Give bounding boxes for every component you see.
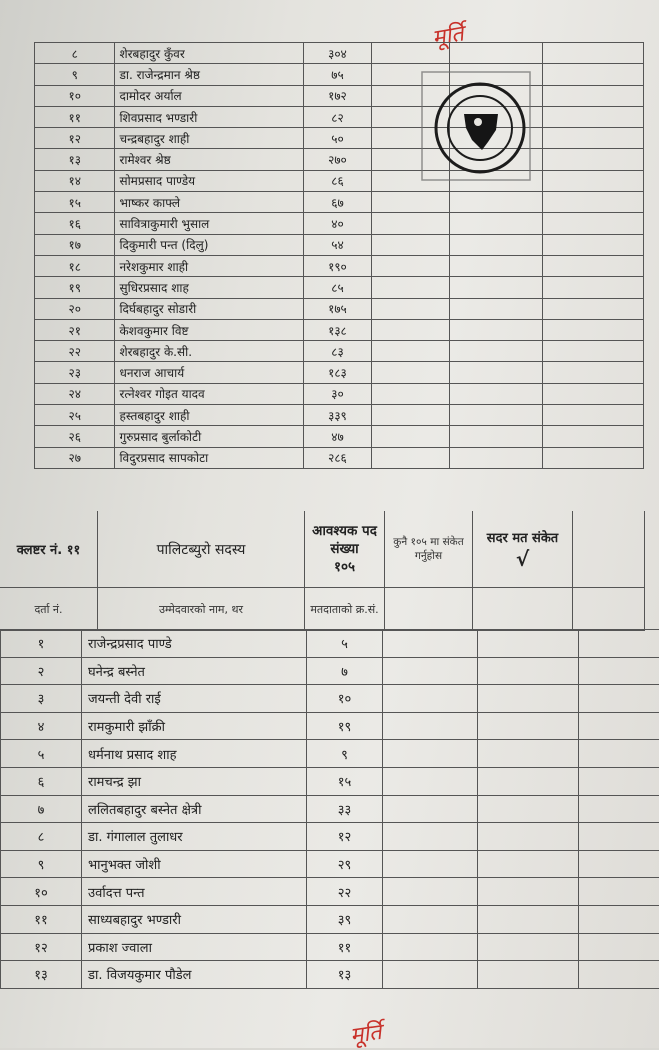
serial-number: ११ [35,106,115,127]
blank-box [543,106,644,127]
vote-count: २२ [307,878,383,906]
mark-box[interactable] [372,319,450,340]
serial-number: १२ [35,128,115,149]
candidate-row [1,933,659,961]
serial-number: ३ [1,685,82,713]
candidate-name: चन्द्रबहादुर शाही [115,128,303,149]
candidate-row [1,685,659,713]
vote-count: ३३ [307,795,383,823]
central-mark-box[interactable] [450,341,543,362]
mark-box[interactable] [383,712,478,740]
mark-instruction: कुनै १०५ मा संकेत गर्नुहोस [385,511,473,587]
central-mark-box[interactable] [478,630,579,658]
candidate-row [1,795,659,823]
vote-count: १९ [307,712,383,740]
central-mark-box[interactable] [450,319,543,340]
candidate-row [35,170,644,191]
candidate-row [35,149,644,170]
serial-number: १२ [1,933,82,961]
mark-box[interactable] [383,657,478,685]
mark-box[interactable] [372,192,450,213]
vote-count: ५ [307,630,383,658]
central-mark-box[interactable] [450,426,543,447]
vote-count: १० [307,685,383,713]
vote-count: ८३ [303,341,371,362]
candidate-row [35,298,644,319]
mark-box[interactable] [372,383,450,404]
candidate-name: सुधिरप्रसाद शाह [115,277,303,298]
serial-number: ६ [1,767,82,795]
serial-number: ९ [1,850,82,878]
candidate-row [35,128,644,149]
required-label: आवश्यक पद संख्या [305,522,384,558]
candidate-row [1,823,659,851]
candidate-row [35,213,644,234]
candidate-row [35,43,644,64]
blank-box [543,277,644,298]
vote-count: १९० [303,255,371,276]
blank-box [543,319,644,340]
mark-box[interactable] [383,878,478,906]
central-mark-box[interactable] [450,192,543,213]
serial-number: २० [35,298,115,319]
blank-box [543,170,644,191]
blank-box [579,850,659,878]
blank-box [543,128,644,149]
blank-box [543,362,644,383]
candidate-row [35,234,644,255]
mark-box[interactable] [383,767,478,795]
candidate-row [35,383,644,404]
vote-count: ५४ [303,234,371,255]
candidate-name: धर्मनाथ प्रसाद शाह [82,740,307,768]
candidate-name: केशवकुमार विष्ट [115,319,303,340]
blank-box [543,341,644,362]
candidate-name: रामकुमारी झाँक्री [82,712,307,740]
candidate-row [1,850,659,878]
serial-number: २३ [35,362,115,383]
required-count: १०५ [334,558,355,576]
candidate-row [35,341,644,362]
serial-number: ९ [35,64,115,85]
central-mark-box[interactable] [450,277,543,298]
candidate-name: दिकुमारी पन्त (दिलु) [115,234,303,255]
candidate-row [1,712,659,740]
candidate-name: शेरबहादुर के.सी. [115,341,303,362]
ballot-table-bottom [0,629,659,989]
serial-number: २५ [35,405,115,426]
blank-box [543,64,644,85]
serial-number: १ [1,630,82,658]
vote-count: १७५ [303,298,371,319]
cluster-header [0,511,645,587]
check-mark-icon: √ [516,549,529,569]
vote-count: ८६ [303,170,371,191]
vote-count: १८३ [303,362,371,383]
candidate-row [35,255,644,276]
serial-number: १९ [35,277,115,298]
blank-sub-2 [473,588,573,630]
blank-header-cell [573,511,645,587]
mark-box[interactable] [383,823,478,851]
mark-box[interactable] [383,740,478,768]
candidate-name: भाष्कर काफ्ले [115,192,303,213]
blank-box [579,657,659,685]
cluster-title: पालिटब्युरो सदस्य [98,511,305,587]
signature-top: मूर्ति [430,18,466,53]
candidate-name: शिवप्रसाद भण्डारी [115,106,303,127]
candidate-row [1,630,659,658]
blank-box [543,213,644,234]
mark-box[interactable] [372,298,450,319]
cluster-label: क्लष्टर नं. ११ [0,511,98,587]
voter-serial-header: मतदाताको क्र.सं. [305,588,385,630]
central-mark-box[interactable] [450,405,543,426]
mark-box[interactable] [383,961,478,989]
candidate-row [1,878,659,906]
central-mark-box[interactable] [478,850,579,878]
serial-number: १० [1,878,82,906]
vote-count: ८२ [303,106,371,127]
candidate-row [1,740,659,768]
candidate-name: डा. राजेन्द्रमान श्रेष्ठ [115,64,303,85]
candidate-name: डा. गंगालाल तुलाधर [82,823,307,851]
candidate-row [1,657,659,685]
vote-count: २८६ [303,447,371,468]
required-posts [305,511,385,587]
central-mark-box[interactable] [450,234,543,255]
serial-number: १८ [35,255,115,276]
serial-number: ७ [1,795,82,823]
candidate-row [35,319,644,340]
serial-number: २४ [35,383,115,404]
candidate-row [35,192,644,213]
central-vote-label: सदर मत संकेत [487,529,558,549]
blank-box [579,712,659,740]
candidate-name: सोमप्रसाद पाण्डेय [115,170,303,191]
vote-count: ३०४ [303,43,371,64]
vote-count: १३८ [303,319,371,340]
blank-box [579,795,659,823]
blank-sub-1 [385,588,473,630]
vote-count: ७ [307,657,383,685]
central-mark-box[interactable] [450,447,543,468]
serial-number: २१ [35,319,115,340]
candidate-name: रामचन्द्र झा [82,767,307,795]
serial-number: १५ [35,192,115,213]
candidate-row [1,961,659,989]
candidate-name: प्रकाश ज्वाला [82,933,307,961]
candidate-name: नरेशकुमार शाही [115,255,303,276]
mark-box[interactable] [372,213,450,234]
blank-box [579,961,659,989]
blank-box [543,447,644,468]
vote-count: ४० [303,213,371,234]
serial-number: १४ [35,170,115,191]
candidate-row [35,64,644,85]
mark-box[interactable] [383,795,478,823]
serial-number: १३ [1,961,82,989]
mark-box[interactable] [383,933,478,961]
serial-number: ११ [1,905,82,933]
vote-count: १७२ [303,85,371,106]
blank-box [579,685,659,713]
serial-number: ४ [1,712,82,740]
reg-no-header: दर्ता नं. [0,588,98,630]
candidate-row [35,426,644,447]
blank-box [543,192,644,213]
vote-count: १२ [307,823,383,851]
vote-count: १५ [307,767,383,795]
candidate-name: दिर्घबहादुर सोडारी [115,298,303,319]
central-mark-box[interactable] [450,383,543,404]
vote-count: ३९ [307,905,383,933]
column-subheader [0,587,645,631]
candidate-name: रामेश्वर श्रेष्ठ [115,149,303,170]
candidate-name: साध्यबहादुर भण्डारी [82,905,307,933]
central-mark-box[interactable] [478,740,579,768]
blank-box [543,383,644,404]
vote-count: ३३९ [303,405,371,426]
serial-number: ८ [1,823,82,851]
candidate-name: जयन्ती देवी राई [82,685,307,713]
blank-box [543,255,644,276]
candidate-row [35,447,644,468]
central-mark-box[interactable] [478,767,579,795]
blank-box [579,878,659,906]
vote-count: ११ [307,933,383,961]
blank-box [579,630,659,658]
central-vote-header [473,511,573,587]
mark-box[interactable] [372,255,450,276]
blank-box [579,823,659,851]
candidate-name: घनेन्द्र बस्नेत [82,657,307,685]
signature-bottom: मूर्ति [348,1016,383,1050]
serial-number: २२ [35,341,115,362]
blank-sub-3 [573,588,645,630]
blank-box [543,298,644,319]
serial-number: ५ [1,740,82,768]
central-mark-box[interactable] [478,657,579,685]
candidate-name: शेरबहादुर कुँवर [115,43,303,64]
central-mark-box[interactable] [478,823,579,851]
serial-number: १७ [35,234,115,255]
serial-number: १६ [35,213,115,234]
central-mark-box[interactable] [478,878,579,906]
candidate-name: उर्वादत्त पन्त [82,878,307,906]
serial-number: १० [35,85,115,106]
candidate-name: राजेन्द्रप्रसाद पाण्डे [82,630,307,658]
blank-box [579,905,659,933]
mark-box[interactable] [383,685,478,713]
blank-box [543,149,644,170]
candidate-row [35,362,644,383]
vote-count: ३० [303,383,371,404]
candidate-name: भानुभक्त जोशी [82,850,307,878]
mark-box[interactable] [372,234,450,255]
blank-box [543,405,644,426]
central-mark-box[interactable] [450,43,543,64]
blank-box [543,234,644,255]
candidate-row [35,85,644,106]
mark-box[interactable] [383,905,478,933]
mark-box[interactable] [372,362,450,383]
mark-box[interactable] [372,426,450,447]
central-mark-box[interactable] [478,712,579,740]
central-mark-box[interactable] [478,795,579,823]
serial-number: २ [1,657,82,685]
blank-box [579,740,659,768]
candidate-row [1,905,659,933]
blank-box [579,767,659,795]
serial-number: ८ [35,43,115,64]
mark-box[interactable] [372,277,450,298]
ballot-table-top [34,42,644,469]
serial-number: २७ [35,447,115,468]
candidate-name: डा. विजयकुमार पौडेल [82,961,307,989]
blank-box [543,85,644,106]
vote-count: ७५ [303,64,371,85]
mark-box[interactable] [372,447,450,468]
candidate-name: विदुरप्रसाद सापकोटा [115,447,303,468]
mark-box[interactable] [383,850,478,878]
vote-count: २९ [307,850,383,878]
vote-count: १३ [307,961,383,989]
mark-box[interactable] [372,405,450,426]
candidate-header: उम्मेदवारको नाम, थर [98,588,305,630]
central-mark-box[interactable] [478,685,579,713]
candidate-row [35,405,644,426]
blank-box [543,426,644,447]
central-mark-box[interactable] [478,933,579,961]
central-mark-box[interactable] [478,961,579,989]
mark-box[interactable] [372,43,450,64]
mark-box[interactable] [372,341,450,362]
candidate-row [35,277,644,298]
party-stamp [420,70,532,182]
candidate-name: धनराज आचार्य [115,362,303,383]
vote-count: २७० [303,149,371,170]
candidate-name: दामोदर अर्याल [115,85,303,106]
blank-box [543,43,644,64]
candidate-row [1,767,659,795]
candidate-name: रत्नेश्वर गोइत यादव [115,383,303,404]
vote-count: ८५ [303,277,371,298]
central-mark-box[interactable] [450,213,543,234]
blank-box [579,933,659,961]
candidate-name: ललितबहादुर बस्नेत क्षेत्री [82,795,307,823]
central-mark-box[interactable] [450,255,543,276]
candidate-name: हस्तबहादुर शाही [115,405,303,426]
vote-count: ९ [307,740,383,768]
vote-count: ४७ [303,426,371,447]
candidate-name: गुरुप्रसाद बुर्लाकोटी [115,426,303,447]
vote-count: ५० [303,128,371,149]
central-mark-box[interactable] [450,362,543,383]
central-mark-box[interactable] [478,905,579,933]
central-mark-box[interactable] [450,298,543,319]
serial-number: १३ [35,149,115,170]
mark-box[interactable] [383,630,478,658]
vote-count: ६७ [303,192,371,213]
candidate-name: सावित्राकुमारी भुसाल [115,213,303,234]
candidate-row [35,106,644,127]
serial-number: २६ [35,426,115,447]
